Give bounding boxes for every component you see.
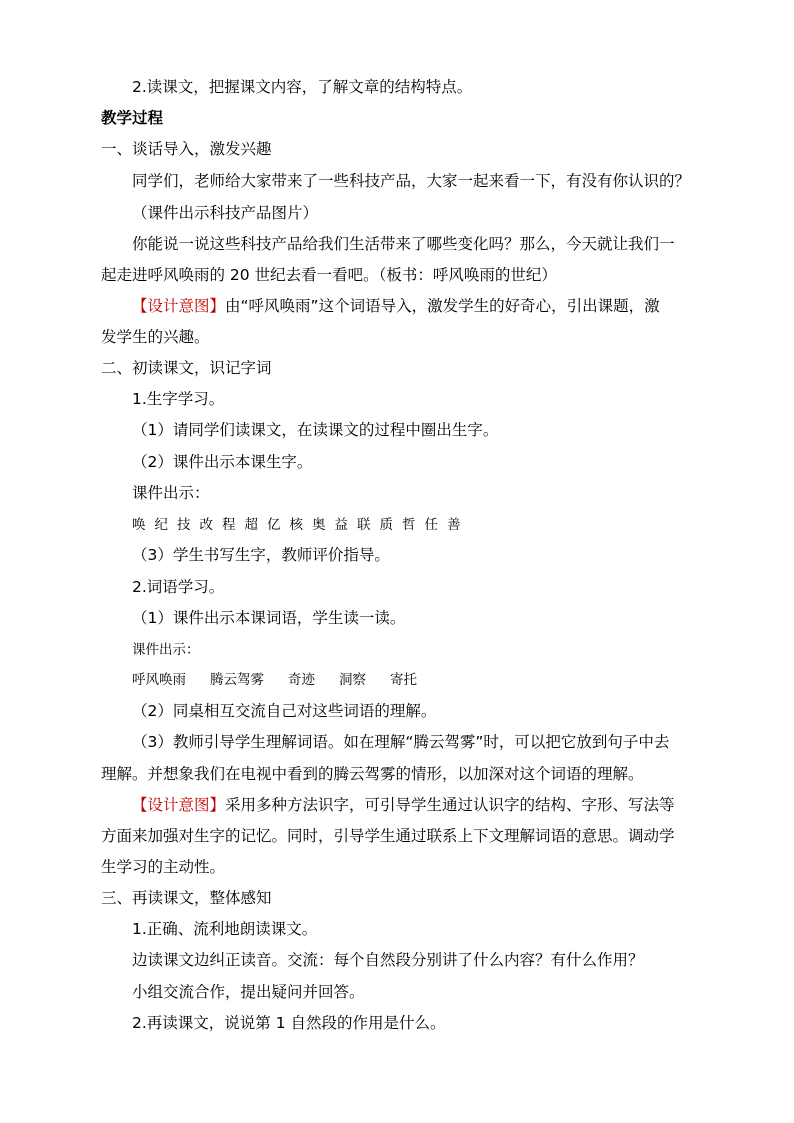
- section-2-step-2-1: （1）课件出示本课词语，学生读一读。: [132, 609, 406, 627]
- word-item: 寄托: [390, 672, 417, 688]
- character-item: 联: [357, 517, 371, 533]
- character-item: 任: [424, 517, 438, 533]
- character-item: 亿: [267, 517, 281, 533]
- section-2-step-1: 1.生字学习。: [132, 390, 225, 408]
- new-words-list: [132, 670, 441, 690]
- section-2-step-1-2: （2）课件出示本课生字。: [132, 453, 313, 471]
- design-intent-text: 采用多种方法识字，可引导学生通过认识字的结构、字形、写法等: [225, 796, 675, 814]
- character-item: 奥: [312, 517, 326, 533]
- character-item: 益: [334, 517, 348, 533]
- section-1-paragraph-3b: 起走进呼风唤雨的 20 世纪去看一看吧。（板书：呼风唤雨的世纪）: [101, 266, 557, 284]
- section-3-step-2: 2.再读课文，说说第 1 自然段的作用是什么。: [132, 1014, 446, 1032]
- section-2-step-2-3b: 理解。并想象我们在电视中看到的腾云驾雾的情形，以加深对这个词语的理解。: [101, 765, 644, 783]
- heading-teaching-process: 教学过程: [101, 109, 164, 127]
- section-2-step-2: 2.词语学习。: [132, 578, 225, 596]
- section-3-title: 三、再读课文，整体感知: [101, 889, 272, 907]
- section-2-design-intent-cont-1: 方面来加强对生字的记忆。同时，引导学生通过联系上下文理解词语的意思。调动学: [101, 827, 675, 845]
- word-item: 腾云驾雾: [210, 672, 264, 688]
- design-intent-tag: 【设计意图】: [132, 297, 226, 315]
- section-1-paragraph-1: 同学们，老师给大家带来了一些科技产品，大家一起来看一下，有没有你认识的？: [132, 172, 691, 190]
- character-item: 善: [447, 517, 461, 533]
- character-item: 唤: [132, 517, 146, 533]
- courseware-label-1: 课件出示：: [132, 484, 210, 502]
- character-item: 哲: [402, 517, 416, 533]
- section-3-step-1-para-2: 小组交流合作，提出疑问并回答。: [132, 983, 365, 1001]
- courseware-label-2: 课件出示：: [132, 642, 200, 658]
- new-characters-list: [132, 515, 470, 535]
- character-item: 超: [244, 517, 258, 533]
- objective-2: 2.读课文，把握课文内容，了解文章的结构特点。: [132, 78, 473, 96]
- section-2-step-2-2: （2）同桌相互交流自己对这些词语的理解。: [132, 702, 437, 720]
- character-item: 技: [177, 517, 191, 533]
- design-intent-text: 由“呼风唤雨”这个词语导入，激发学生的好奇心，引出课题，激: [225, 297, 660, 315]
- section-2-design-intent: [132, 795, 675, 815]
- section-1-title: 一、谈话导入，激发兴趣: [101, 140, 272, 158]
- character-item: 质: [379, 517, 393, 533]
- character-item: 核: [289, 517, 303, 533]
- section-2-step-1-3: （3）学生书写生字，教师评价指导。: [132, 546, 390, 564]
- word-item: 呼风唤雨: [132, 672, 186, 688]
- character-item: 改: [199, 517, 213, 533]
- word-item: 奇迹: [288, 672, 315, 688]
- character-item: 纪: [154, 517, 168, 533]
- character-item: 程: [222, 517, 236, 533]
- section-1-design-intent: [132, 296, 660, 316]
- section-2-title: 二、初读课文，识记字词: [101, 359, 272, 377]
- section-3-step-1-para-1: 边读课文边纠正读音。交流：每个自然段分别讲了什么内容？有什么作用？: [132, 951, 644, 969]
- section-1-paragraph-3a: 你能说一说这些科技产品给我们生活带来了哪些变化吗？那么，今天就让我们一: [132, 235, 675, 253]
- word-item: 洞察: [339, 672, 366, 688]
- design-intent-tag: 【设计意图】: [132, 796, 226, 814]
- section-3-step-1: 1.正确、流利地朗读课文。: [132, 920, 318, 938]
- section-1-paragraph-2: （课件出示科技产品图片）: [132, 204, 319, 222]
- section-2-design-intent-cont-2: 生学习的主动性。: [101, 858, 226, 876]
- section-2-step-2-3a: （3）教师引导学生理解词语。如在理解“腾云驾雾”时，可以把它放到句子中去: [132, 733, 670, 751]
- section-2-step-1-1: （1）请同学们读课文，在读课文的过程中圈出生字。: [132, 421, 499, 439]
- section-1-design-intent-cont: 发学生的兴趣。: [101, 328, 210, 346]
